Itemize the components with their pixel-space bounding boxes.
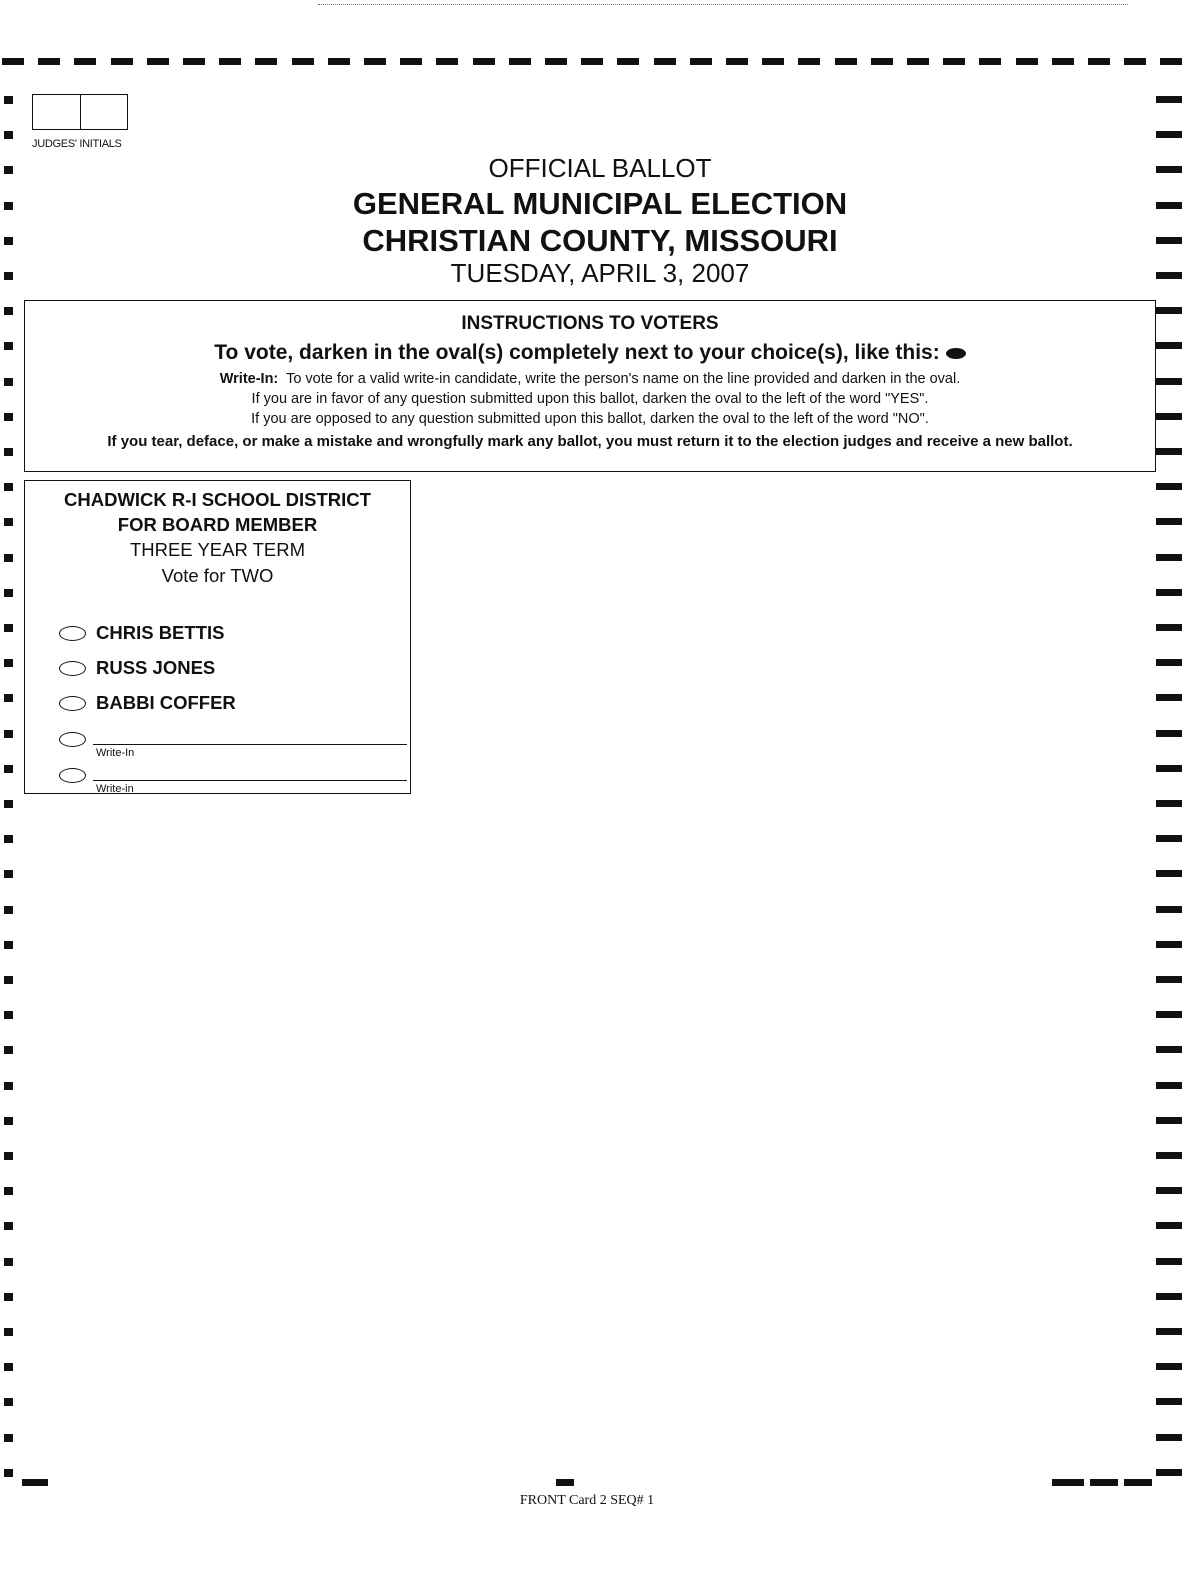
timing-mark xyxy=(4,1011,13,1019)
timing-mark xyxy=(4,941,13,949)
timing-mark xyxy=(4,1046,13,1054)
candidate-name: CHRIS BETTIS xyxy=(96,622,225,643)
timing-mark xyxy=(473,58,495,65)
timing-mark xyxy=(1156,906,1182,913)
timing-mark xyxy=(1156,659,1182,666)
instructions-no: If you are opposed to any question submitted upon this ballot, darken the oval to the left of the word "NO". xyxy=(251,411,929,427)
timing-mark xyxy=(1156,1363,1182,1370)
timing-mark xyxy=(219,58,241,65)
vote-oval[interactable] xyxy=(59,661,86,676)
timing-mark xyxy=(4,694,13,702)
timing-mark xyxy=(654,58,676,65)
timing-mark xyxy=(1124,58,1146,65)
timing-mark xyxy=(4,413,13,421)
timing-mark xyxy=(1156,1152,1182,1159)
timing-mark xyxy=(4,1328,13,1336)
timing-mark xyxy=(1156,1293,1182,1300)
election-name: GENERAL MUNICIPAL ELECTION xyxy=(352,186,848,221)
timing-mark xyxy=(1156,1469,1182,1476)
timing-mark xyxy=(4,906,13,914)
timing-mark xyxy=(4,1363,13,1371)
judges-initials-box[interactable] xyxy=(32,94,128,130)
timing-mark xyxy=(4,870,13,878)
bottom-timing-mark xyxy=(1124,1479,1152,1486)
timing-mark xyxy=(74,58,96,65)
timing-mark xyxy=(726,58,748,65)
timing-mark xyxy=(1156,730,1182,737)
timing-mark xyxy=(1156,1258,1182,1265)
bottom-timing-mark xyxy=(1090,1479,1118,1486)
timing-mark xyxy=(1156,589,1182,596)
timing-mark xyxy=(4,1398,13,1406)
timing-mark xyxy=(581,58,603,65)
timing-mark xyxy=(4,765,13,773)
timing-mark xyxy=(509,58,531,65)
timing-mark xyxy=(38,58,60,65)
election-date: TUESDAY, APRIL 3, 2007 xyxy=(450,258,750,288)
timing-mark xyxy=(4,96,13,104)
contest-term: THREE YEAR TERM xyxy=(129,539,306,560)
timing-mark xyxy=(1156,1328,1182,1335)
timing-mark xyxy=(979,58,1001,65)
timing-mark xyxy=(4,1469,13,1477)
timing-mark xyxy=(1156,835,1182,842)
timing-mark xyxy=(690,58,712,65)
timing-mark xyxy=(1156,378,1182,385)
instructions-title: INSTRUCTIONS TO VOTERS xyxy=(461,313,719,334)
timing-mark xyxy=(798,58,820,65)
filled-oval-example-icon xyxy=(946,348,966,359)
writein-instruction-label: Write-In: xyxy=(219,371,279,387)
timing-mark xyxy=(4,835,13,843)
timing-mark xyxy=(4,483,13,491)
vote-oval[interactable] xyxy=(59,768,86,783)
timing-mark xyxy=(4,448,13,456)
judges-initials-label: JUDGES' INITIALS xyxy=(32,138,122,150)
timing-mark xyxy=(4,1222,13,1230)
timing-mark xyxy=(4,730,13,738)
timing-mark xyxy=(1156,96,1182,103)
timing-mark xyxy=(1156,1082,1182,1089)
timing-mark xyxy=(1052,58,1074,65)
writein-line[interactable] xyxy=(93,744,407,745)
card-sequence-label: FRONT Card 2 SEQ# 1 xyxy=(519,1493,655,1508)
timing-mark xyxy=(183,58,205,65)
contest-office: FOR BOARD MEMBER xyxy=(117,514,318,535)
timing-mark xyxy=(4,976,13,984)
writein-choice[interactable] xyxy=(59,727,407,759)
timing-mark xyxy=(4,624,13,632)
timing-mark xyxy=(1156,1398,1182,1405)
timing-mark xyxy=(1156,870,1182,877)
timing-mark xyxy=(292,58,314,65)
timing-mark xyxy=(4,1117,13,1125)
timing-mark xyxy=(617,58,639,65)
timing-marks-top xyxy=(0,58,1200,66)
timing-mark xyxy=(1156,1117,1182,1124)
timing-mark xyxy=(4,659,13,667)
timing-mark xyxy=(4,1258,13,1266)
timing-mark xyxy=(1156,448,1182,455)
judges-initials-cell[interactable] xyxy=(80,95,128,129)
timing-mark xyxy=(1016,58,1038,65)
timing-mark xyxy=(4,554,13,562)
contest-vote-for: Vote for TWO xyxy=(161,565,274,586)
timing-mark xyxy=(1156,413,1182,420)
timing-mark xyxy=(4,131,13,139)
timing-mark xyxy=(907,58,929,65)
timing-mark xyxy=(835,58,857,65)
top-edge-rule xyxy=(318,4,1128,5)
vote-oval[interactable] xyxy=(59,732,86,747)
timing-mark xyxy=(400,58,422,65)
timing-mark xyxy=(1156,131,1182,138)
writein-line[interactable] xyxy=(93,780,407,781)
candidate-name: BABBI COFFER xyxy=(96,692,236,713)
judges-initials-cell[interactable] xyxy=(33,95,80,129)
timing-mark xyxy=(4,1293,13,1301)
contest-district: CHADWICK R-I SCHOOL DISTRICT xyxy=(64,489,371,510)
writein-instruction-text: To vote for a valid write-in candidate, write the person's name on the line provided and darken in the oval. xyxy=(286,371,961,387)
timing-mark xyxy=(255,58,277,65)
timing-mark xyxy=(1156,307,1182,314)
writein-label: Write-In xyxy=(96,747,135,759)
timing-mark xyxy=(762,58,784,65)
timing-mark xyxy=(4,800,13,808)
timing-mark xyxy=(1156,342,1182,349)
timing-mark xyxy=(1156,1434,1182,1441)
timing-mark xyxy=(1156,518,1182,525)
writein-choice[interactable] xyxy=(59,763,407,795)
contest-box xyxy=(24,480,411,794)
vote-oval[interactable] xyxy=(59,696,86,711)
instructions-tear: If you tear, deface, or make a mistake and wrongfully mark any ballot, you must return it to the election judges and receive a new ballot. xyxy=(107,433,1073,450)
timing-mark xyxy=(545,58,567,65)
instructions-yes: If you are in favor of any question submitted upon this ballot, darken the oval to the left of the word "YES". xyxy=(251,391,929,407)
candidate-name: RUSS JONES xyxy=(96,657,216,678)
timing-mark xyxy=(436,58,458,65)
bottom-timing-mark xyxy=(1052,1479,1084,1486)
timing-mark xyxy=(1156,1011,1182,1018)
instructions-writein xyxy=(25,371,1155,387)
county-name: CHRISTIAN COUNTY, MISSOURI xyxy=(362,223,838,258)
timing-mark xyxy=(364,58,386,65)
bottom-timing-mark xyxy=(22,1479,48,1486)
timing-mark xyxy=(4,518,13,526)
vote-oval[interactable] xyxy=(59,626,86,641)
timing-mark xyxy=(1156,976,1182,983)
footer-timing-mark xyxy=(556,1479,574,1486)
ballot-title: OFFICIAL BALLOT xyxy=(488,153,712,183)
timing-mark xyxy=(1156,765,1182,772)
timing-mark xyxy=(4,589,13,597)
timing-mark xyxy=(4,1187,13,1195)
timing-mark xyxy=(147,58,169,65)
timing-mark xyxy=(1156,624,1182,631)
timing-mark xyxy=(871,58,893,65)
timing-mark xyxy=(328,58,350,65)
timing-mark xyxy=(1156,941,1182,948)
timing-mark xyxy=(111,58,133,65)
timing-mark xyxy=(4,307,13,315)
writein-label: Write-in xyxy=(96,783,134,795)
instructions-main xyxy=(25,341,1155,365)
timing-mark xyxy=(4,1082,13,1090)
timing-mark xyxy=(1156,1222,1182,1229)
instructions-main-text: To vote, darken in the oval(s) completely next to your choice(s), like this: xyxy=(214,341,940,364)
timing-mark xyxy=(943,58,965,65)
timing-mark xyxy=(1156,694,1182,701)
timing-mark xyxy=(4,342,13,350)
timing-mark xyxy=(1156,1187,1182,1194)
timing-mark xyxy=(1088,58,1110,65)
instructions-box xyxy=(24,300,1156,472)
timing-mark xyxy=(4,1434,13,1442)
timing-mark xyxy=(1156,1046,1182,1053)
timing-mark xyxy=(1156,800,1182,807)
timing-mark xyxy=(4,378,13,386)
timing-mark xyxy=(1156,554,1182,561)
timing-mark xyxy=(1156,483,1182,490)
timing-mark xyxy=(4,1152,13,1160)
